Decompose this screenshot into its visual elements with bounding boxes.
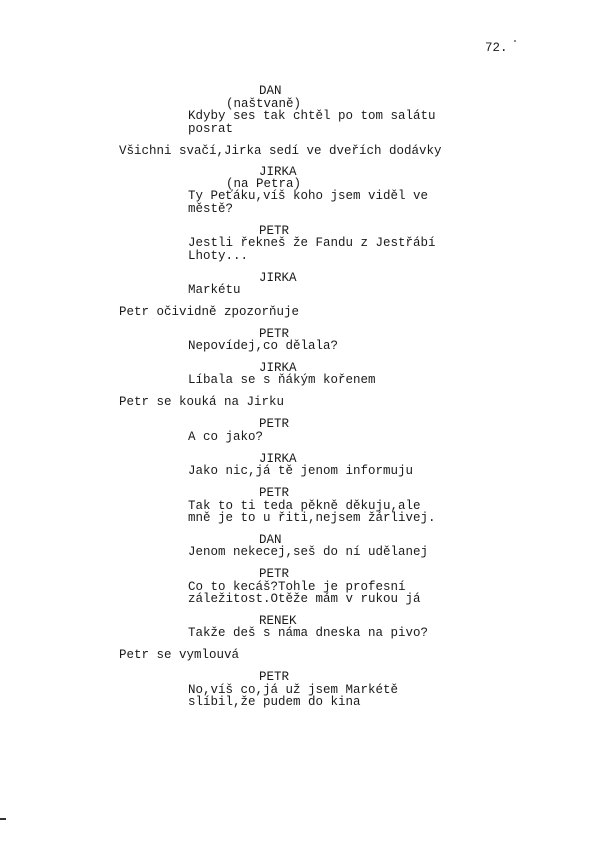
dialogue-line: Líbala se s ňákým kořenem <box>188 373 376 387</box>
action-line: Všichni svačí,Jirka sedí ve dveřích dodávky <box>119 144 442 158</box>
dialogue-line: Jestli řekneš že Fandu z Jestřábí <box>188 236 436 250</box>
action-line: Petr se vymlouvá <box>119 648 240 662</box>
action-line: Petr očividně zpozorňuje <box>119 305 300 319</box>
dialogue-line: Lhoty... <box>188 249 249 263</box>
dialogue-line: mně je to u řiti,nejsem žárlivej. <box>188 511 436 525</box>
character-name: PETR <box>259 486 290 500</box>
dialogue-line: Jako nic,já tě jenom informuju <box>188 464 414 478</box>
character-name: JIRKA <box>259 271 297 285</box>
character-name: PETR <box>259 670 290 684</box>
dialogue-line: Markétu <box>188 283 241 297</box>
character-name: DAN <box>259 533 282 547</box>
dialogue-line: A co jako? <box>188 430 264 444</box>
dialogue-line: posrat <box>188 122 234 136</box>
character-name: DAN <box>259 84 282 98</box>
character-name: PETR <box>259 567 290 581</box>
dialogue-line: Nepovídej,co dělala? <box>188 339 339 353</box>
dialogue-line: Tak to ti teda pěkně děkuju,ale <box>188 499 421 513</box>
character-name: PETR <box>259 327 290 341</box>
edge-mark <box>0 818 6 820</box>
dialogue-line: Kdyby ses tak chtěl po tom salátu <box>188 109 436 123</box>
character-name: JIRKA <box>259 452 297 466</box>
dialogue-line: No,víš co,já už jsem Markétě <box>188 683 399 697</box>
character-name: JIRKA <box>259 165 297 179</box>
character-name: RENEK <box>259 614 297 628</box>
action-line: Petr se kouká na Jirku <box>119 395 285 409</box>
dialogue-line: slíbil,že pudem do kina <box>188 695 361 709</box>
parenthetical: (na Petra) <box>226 177 302 191</box>
dialogue-line: záležitost.Otěže mám v rukou já <box>188 592 421 606</box>
dialogue-line: Takže deš s náma dneska na pivo? <box>188 626 429 640</box>
speck-mark <box>514 40 516 42</box>
dialogue-line: Co to kecáš?Tohle je profesní <box>188 580 406 594</box>
dialogue-line: Ty Peťáku,víš koho jsem viděl ve <box>188 189 429 203</box>
parenthetical: (naštvaně) <box>226 97 302 111</box>
character-name: PETR <box>259 417 290 431</box>
character-name: PETR <box>259 224 290 238</box>
character-name: JIRKA <box>259 361 297 375</box>
dialogue-line: Jenom nekecej,seš do ní udělanej <box>188 545 429 559</box>
dialogue-line: městě? <box>188 202 234 216</box>
page-number: 72. <box>485 41 508 55</box>
